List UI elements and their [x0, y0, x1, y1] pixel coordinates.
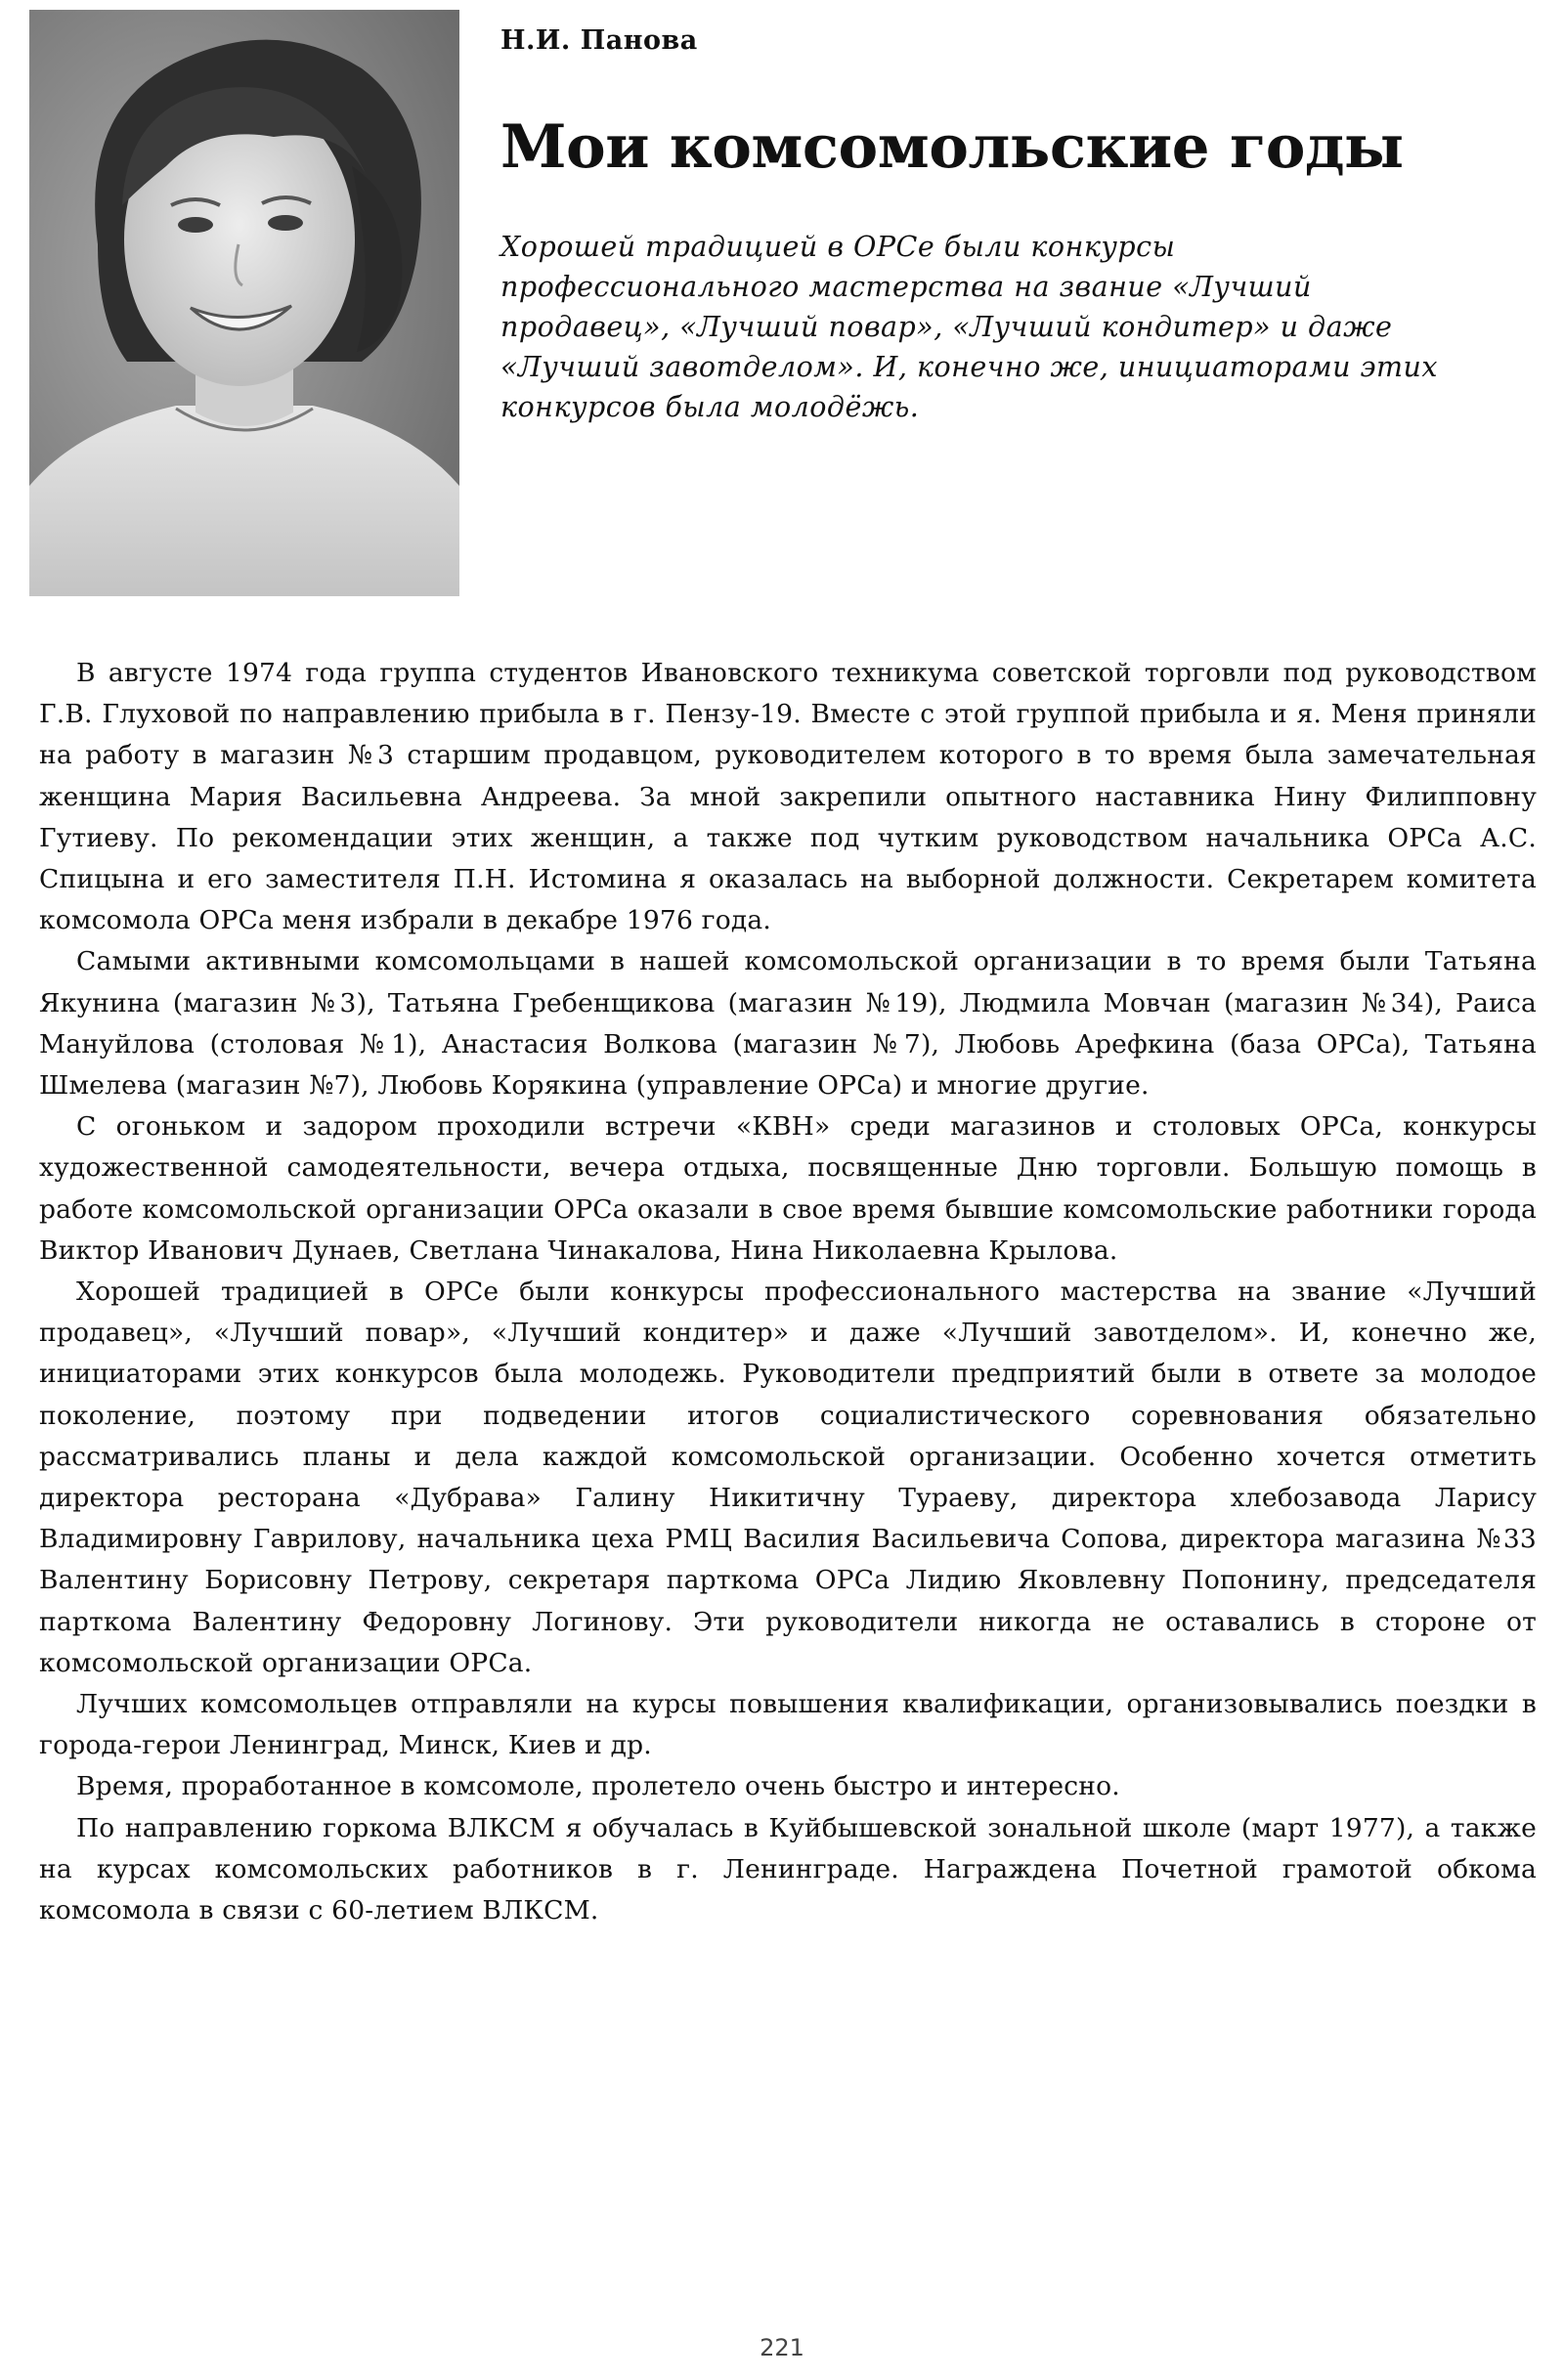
article-body [39, 653, 1537, 1931]
body-paragraph: Время, проработанное в комсомоле, пролетело очень быстро и интересно. [76, 1771, 1120, 1802]
body-paragraph: Хорошей традицией в ОРСе были конкурсы профессионального мастерства на звание «Лучший продавец», «Лучший повар», «Лучший кондитер» и даже «Лучший завотделом». И, конечно же, инициаторами этих конкурсов была молодежь. Руководители предприятий были в ответе за молодое поколение, поэтому при подведении итогов социалистического соревнования обязательно рассматривались планы и дела каждой комсомольской организации. Особенно хочется отметить директора ресторана «Дубрава» Галину Никитичну Тураеву, директора хлебозавода Ларису Владимировну Гаврилову, начальника цеха РМЦ Василия Васильевича Сопова, директора магазина №33 Валентину Борисовну Петрову, секретаря парткома ОРСа Лидию Яковлевну Попонину, председателя парткома Валентину Федоровну Логинову. Эти руководители никогда не оставались в стороне от комсомольской организации ОРСа. [39, 1277, 1537, 1678]
body-paragraph: Самыми активными комсомольцами в нашей комсомольской организации в то время были Татьяна Якунина (магазин №3), Татьяна Гребенщикова (магазин №19), Людмила Мовчан (магазин №34), Раиса Мануйлова (столовая №1), Анастасия Волкова (магазин №7), Любовь Арефкина (база ОРСа), Татьяна Шмелева (магазин №7), Любовь Корякина (управление ОРСа) и многие другие. [39, 946, 1537, 1102]
body-paragraph: По направлению горкома ВЛКСМ я обучалась в Куйбышевской зональной школе (март 1977), а также на курсах комсомольских работников в г. Ленинграде. Награждена Почетной грамотой обкома комсомола в связи с 60-летием ВЛКСМ. [39, 1812, 1537, 1926]
body-paragraph: Лучших комсомольцев отправляли на курсы повышения квалификации, организовывались поездки в города-герои Ленинград, Минск, Киев и др. [39, 1689, 1537, 1761]
portrait-image [29, 10, 459, 596]
epigraph: Хорошей традицией в ОРСе были конкурсы профессионального мастерства на звание «Лучший продавец», «Лучший повар», «Лучший кондитер» и даже «Лучший завотделом». И, конечно же, инициаторами этих конкурсов была молодёжь. [500, 231, 1438, 423]
page-number: 221 [760, 2334, 804, 2361]
article-title: Мои комсомольские годы [500, 112, 1404, 182]
author-portrait-photo [29, 10, 459, 596]
body-paragraph: С огоньком и задором проходили встречи «КВН» среди магазинов и столовых ОРСа, конкурсы художественной самодеятельности, вечера отдыха, посвященные Дню торговли. Большую помощь в работе комсомольской организации ОРСа оказали в свое время бывшие комсомольские работники города Виктор Иванович Дунаев, Светлана Чинакалова, Нина Николаевна Крылова. [39, 1111, 1537, 1266]
body-paragraph: В августе 1974 года группа студентов Ивановского техникума советской торговли под руководством Г.В. Глуховой по направлению прибыла в г. Пензу-19. Вместе с этой группой прибыла и я. Меня приняли на работу в магазин №3 старшим продавцом, руководителем которого в то время была замечательная женщина Мария Васильевна Андреева. За мной закрепили опытного наставника Нину Филипповну Гутиеву. По рекомендации этих женщин, а также под чутким руководством начальника ОРСа А.С. Спицына и его заместителя П.Н. Истомина я оказалась на выборной должности. Секретарем комитета комсомола ОРСа меня избрали в декабре 1976 года. [39, 658, 1537, 936]
author-name: Н.И. Панова [500, 25, 698, 56]
